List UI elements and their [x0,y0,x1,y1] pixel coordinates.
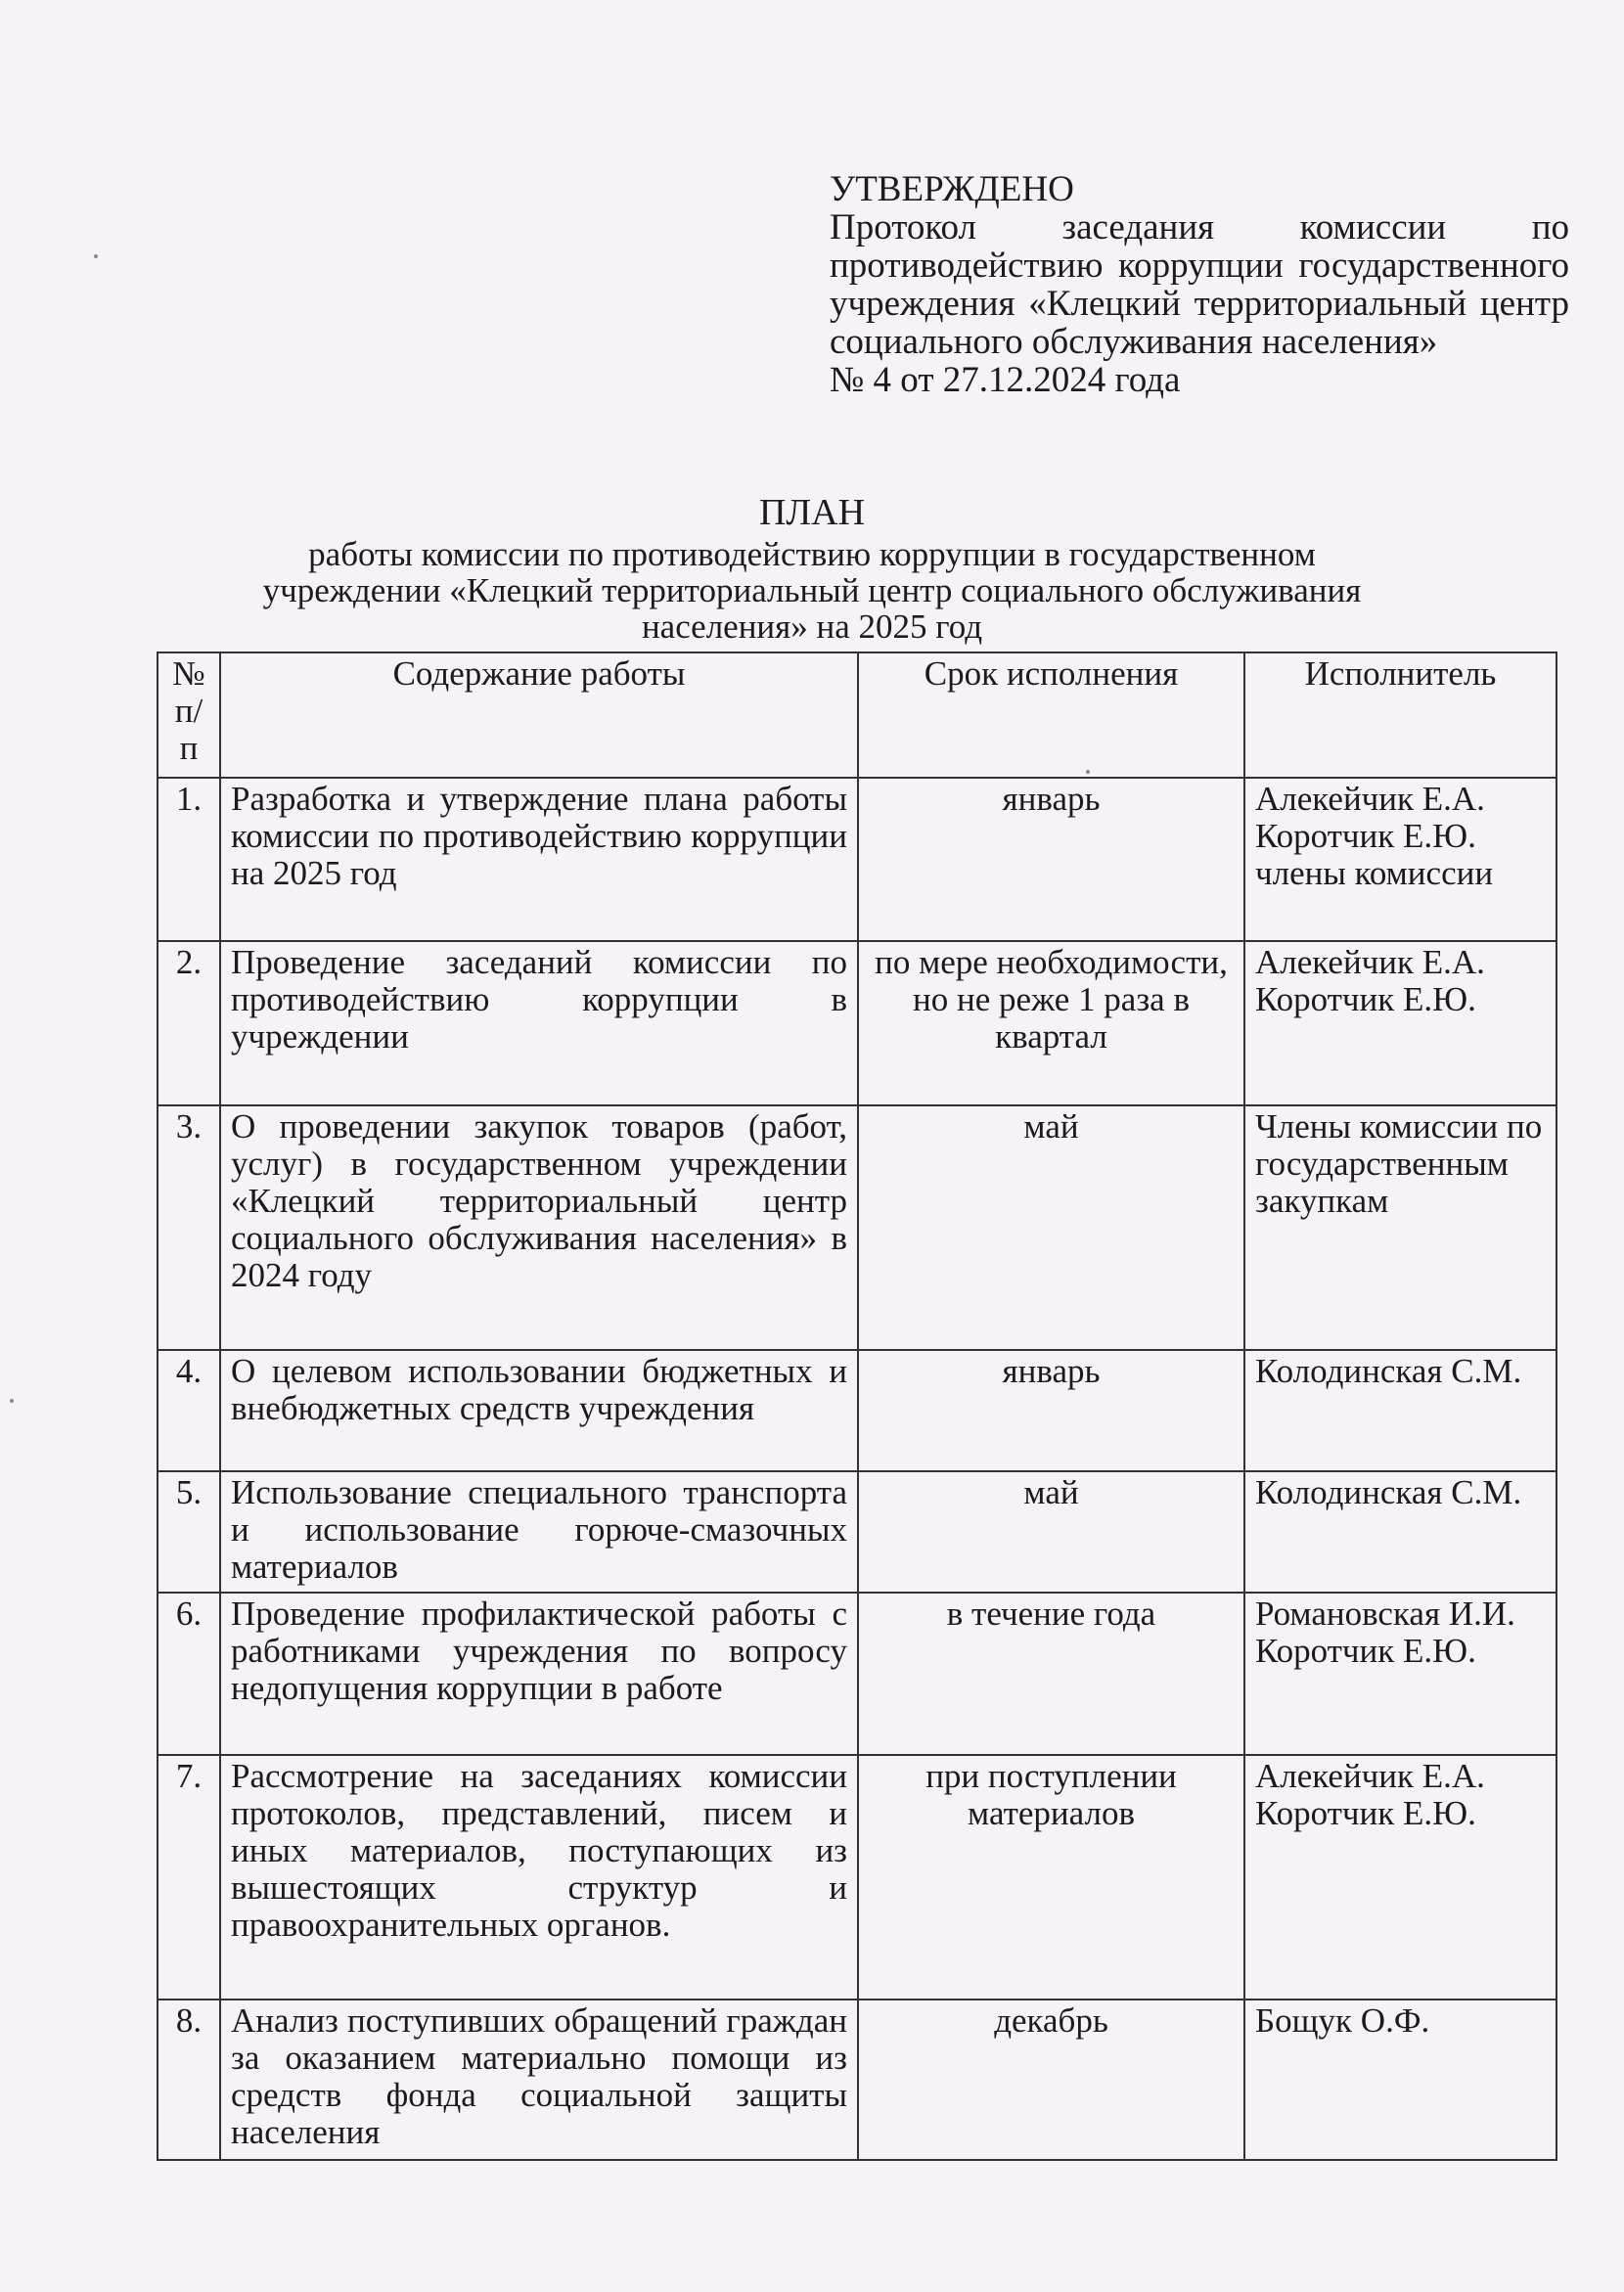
scan-speck [1086,770,1090,774]
plan-table [157,652,1557,2161]
row-number: 6. [158,1593,220,1755]
table-row [158,1350,1556,1471]
scan-speck [10,1399,14,1403]
row-executors [1244,1593,1556,1755]
plan-subtitle: работы комиссии по противодействию коррупции в государственном учреждении «Клецкий территориальный центр социального обслуживания населения» на 2025 год [262,535,1362,646]
table-row [158,1593,1556,1755]
row-executors [1244,778,1556,941]
executor-name: Коротчик Е.Ю. [1255,1632,1476,1670]
row-work-content: Использование специального транспорта и использование горюче-смазочных материалов [220,1471,858,1593]
executor-name: Коротчик Е.Ю. [1255,817,1476,855]
approval-heading: УТВЕРЖДЕНО [830,169,1074,209]
row-number: 5. [158,1471,220,1593]
executor-name: Члены комиссии по государственным закупкам [1255,1107,1543,1220]
table-row [158,1105,1556,1350]
row-work-content: Проведение заседаний комиссии по противодействию коррупции в учреждении [220,941,858,1105]
row-executors [1244,2000,1556,2160]
row-term: май [858,1105,1244,1350]
approval-protocol-number: № 4 от 27.12.2024 года [830,360,1181,400]
row-work-content: Разработка и утверждение плана работы комиссии по противодействию коррупции на 2025 год [220,778,858,941]
header-term: Срок исполнения [858,652,1244,778]
row-term: по мере необходимости, но не реже 1 раза в квартал [858,941,1244,1105]
row-work-content: Анализ поступивших обращений граждан за оказанием материально помощи из средств фонда социальной защиты населения [220,2000,858,2160]
row-executors [1244,1755,1556,2000]
executor-name: Алекейчик Е.А. [1255,1757,1485,1795]
executor-name: Алекейчик Е.А. [1255,943,1485,981]
row-term: в течение года [858,1593,1244,1755]
scan-speck [94,254,98,258]
executor-name: Коротчик Е.Ю. [1255,1794,1476,1832]
row-work-content: Рассмотрение на заседаниях комиссии протоколов, представлений, писем и иных материалов, поступающих из вышестоящих структур и правоохранительных органов. [220,1755,858,2000]
row-work-content: О целевом использовании бюджетных и внебюджетных средств учреждения [220,1350,858,1471]
header-work: Содержание работы [220,652,858,778]
header-num: № п/п [158,652,220,778]
table-header-row [158,652,1556,778]
row-number: 3. [158,1105,220,1350]
table-row [158,941,1556,1105]
table-row [158,1471,1556,1593]
row-number: 2. [158,941,220,1105]
row-executors [1244,941,1556,1105]
row-term: январь [858,778,1244,941]
executor-name: Бощук О.Ф. [1255,2001,1430,2040]
executor-name: Романовская И.И. [1255,1595,1515,1633]
row-work-content: О проведении закупок товаров (работ, услуг) в государственном учреждении «Клецкий территориальный центр социального обслуживания населения» в 2024 году [220,1105,858,1350]
row-number: 1. [158,778,220,941]
approval-stamp-block [830,170,1569,399]
row-work-content: Проведение профилактической работы с работниками учреждения по вопросу недопущения коррупции в работе [220,1593,858,1755]
row-term: декабрь [858,2000,1244,2160]
table-row [158,778,1556,941]
header-executor: Исполнитель [1244,652,1556,778]
executor-name: Коротчик Е.Ю. [1255,980,1476,1018]
executor-name: Колодинская С.М. [1255,1473,1522,1511]
row-term: при поступлении материалов [858,1755,1244,2000]
row-number: 8. [158,2000,220,2160]
row-term: январь [858,1350,1244,1471]
approval-text: Протокол заседания комиссии по противодействию коррупции государственного учреждения «Клецкий территориальный центр социального обслуживания населения» [830,207,1569,362]
executor-name: Колодинская С.М. [1255,1352,1522,1390]
row-number: 7. [158,1755,220,2000]
row-executors [1244,1105,1556,1350]
row-executors [1244,1471,1556,1593]
plan-title: ПЛАН [758,492,866,533]
table-row [158,2000,1556,2160]
executor-name: члены комиссии [1255,854,1494,892]
table-row [158,1755,1556,2000]
plan-table-body [158,778,1556,2160]
row-term: май [858,1471,1244,1593]
row-executors [1244,1350,1556,1471]
executor-name: Алекейчик Е.А. [1255,780,1485,818]
row-number: 4. [158,1350,220,1471]
